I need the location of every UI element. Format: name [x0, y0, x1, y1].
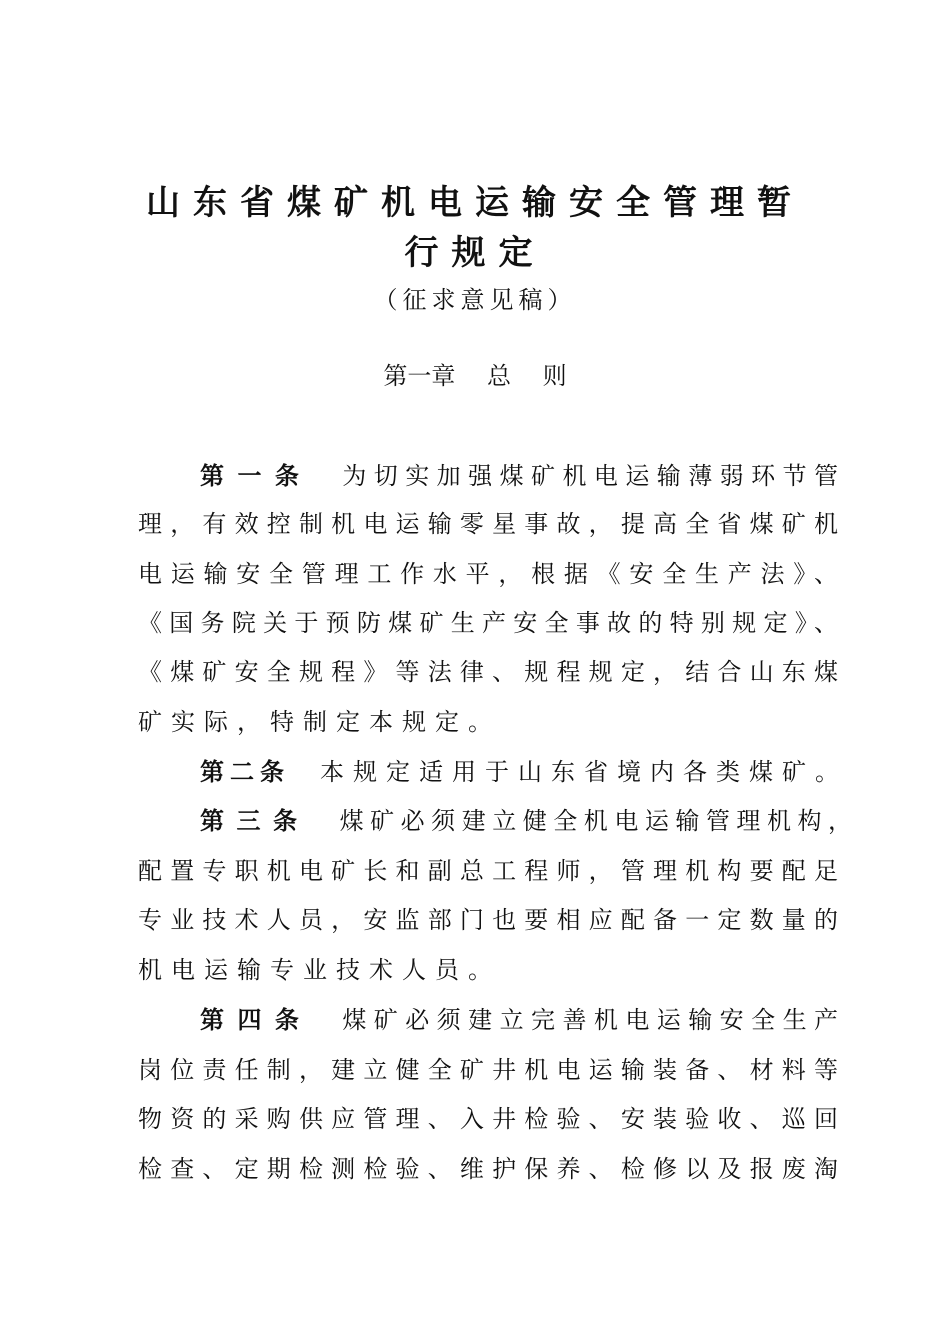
article-4-text: 煤矿必须建立完善机电运输安全生产 [342, 1006, 839, 1034]
article-2-text: 本规定适用于山东省境内各类煤矿。 [320, 758, 848, 786]
document-subtitle: （征求意见稿） [373, 286, 577, 314]
article-4-line-2: 岗位责任制，建立健全矿井机电运输装备、材料等 [138, 1056, 838, 1084]
article-1-line-6: 矿实际，特制定本规定。 [138, 708, 501, 736]
article-1-line-2: 理，有效控制机电运输零星事故，提高全省煤矿机 [138, 510, 838, 538]
article-3-text: 煤矿必须建立健全机电运输管理机构， [339, 807, 853, 835]
article-3-label: 第三条 [200, 807, 310, 835]
document-title-line-1: 山东省煤矿机电运输安全管理暂 [146, 183, 804, 223]
article-4-label: 第四条 [200, 1006, 313, 1034]
document-title-line-2: 行规定 [404, 233, 546, 273]
article-3-line-3: 专业技术人员，安监部门也要相应配备一定数量的 [138, 906, 838, 934]
article-1-line-1 [200, 460, 838, 492]
article-1-label: 第一条 [200, 462, 313, 490]
article-3-line-1 [200, 805, 852, 837]
article-4-line-4: 检查、定期检测检验、维护保养、检修以及报废淘 [138, 1155, 838, 1183]
article-2-line-1 [200, 756, 848, 788]
article-3-line-4: 机电运输专业技术人员。 [138, 956, 501, 984]
article-1-line-5: 《煤矿安全规程》等法律、规程规定，结合山东煤 [138, 658, 838, 686]
article-1-line-4: 《国务院关于预防煤矿生产安全事故的特别规定》、 [138, 609, 838, 637]
article-4-line-1 [200, 1004, 838, 1036]
article-1-text: 为切实加强煤矿机电运输薄弱环节管 [342, 462, 839, 490]
article-4-line-3: 物资的采购供应管理、入井检验、安装验收、巡回 [138, 1105, 838, 1133]
article-3-line-2: 配置专职机电矿长和副总工程师，管理机构要配足 [138, 857, 838, 885]
article-1-line-3: 电运输安全管理工作水平，根据《安全生产法》、 [138, 560, 838, 588]
chapter-heading: 第一章 总 则 [383, 362, 567, 390]
article-2-label: 第二条 [200, 758, 290, 786]
